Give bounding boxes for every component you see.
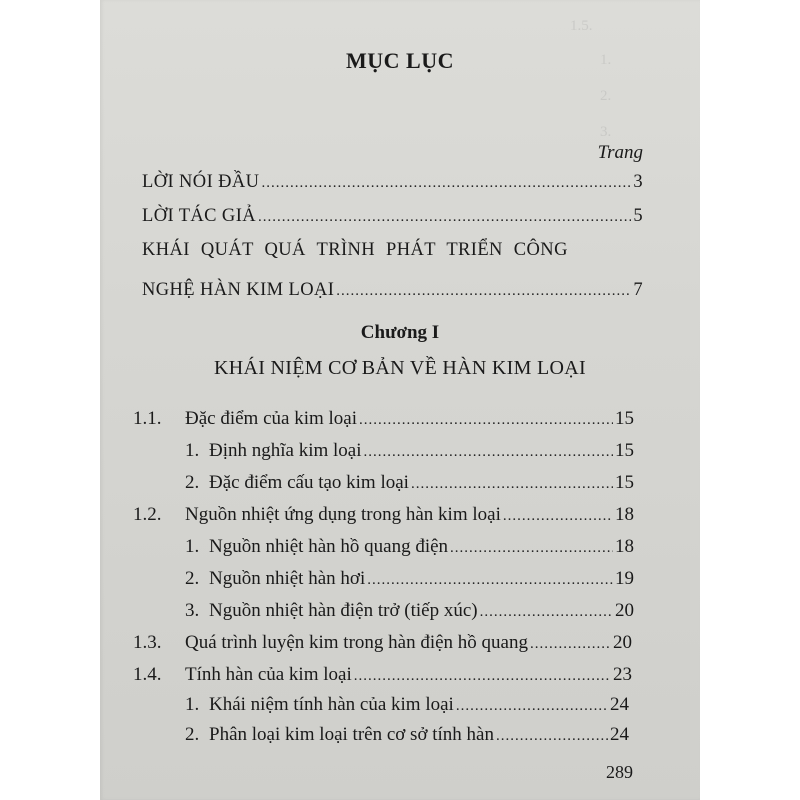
toc-entry-page: 19	[615, 568, 634, 589]
show-through-text: 1.	[600, 52, 612, 68]
toc-entry-1-2-2	[185, 568, 634, 590]
toc-entry-khai-quat-line1: KHÁI QUÁT QUÁ TRÌNH PHÁT TRIỂN CÔNG	[142, 240, 568, 260]
toc-entry-1-4-1	[185, 694, 629, 716]
toc-entry-1-4	[133, 664, 632, 686]
toc-entry-1-4-2	[185, 724, 629, 746]
toc-entry-page: 20	[613, 632, 632, 653]
toc-entry-loi-noi-dau	[142, 172, 643, 193]
section-number: 1.4.	[133, 664, 162, 685]
subsection-number: 3.	[185, 600, 200, 621]
toc-entry-1-1	[133, 408, 634, 430]
toc-entry-page: 15	[615, 440, 634, 461]
leader-dots	[336, 283, 631, 300]
leader-dots	[496, 728, 608, 745]
toc-entry-label: Nguồn nhiệt hàn hồ quang điện	[209, 536, 449, 557]
section-number: 1.1.	[133, 408, 162, 429]
toc-title: MỤC LỤC	[346, 48, 454, 73]
toc-entry-label: Khái niệm tính hàn của kim loại	[209, 694, 454, 715]
toc-entry-label: Quá trình luyện kim trong hàn điện hồ quang	[185, 632, 528, 653]
subsection-number: 2.	[185, 724, 200, 745]
toc-entry-1-2-1	[185, 536, 634, 558]
leader-dots	[367, 572, 613, 589]
toc-entry-1-1-2	[185, 472, 634, 494]
toc-entry-label: Đặc điểm cấu tạo kim loại	[209, 472, 409, 493]
page-column-header: Trang	[597, 142, 643, 163]
toc-entry-label: LỜI TÁC GIẢ	[142, 206, 257, 226]
page-number: 289	[606, 762, 633, 782]
show-through-text: 1.5.	[570, 18, 593, 34]
leader-dots	[364, 444, 613, 461]
leader-dots	[503, 508, 613, 525]
leader-dots	[354, 668, 611, 685]
toc-entry-page: 5	[633, 206, 643, 226]
leader-dots	[411, 476, 613, 493]
toc-entry-page: 15	[615, 472, 634, 493]
toc-entry-page: 18	[615, 504, 634, 525]
toc-entry-label: Nguồn nhiệt ứng dụng trong hàn kim loại	[185, 504, 501, 525]
chapter-heading: Chương I	[360, 322, 440, 343]
toc-entry-label: Định nghĩa kim loại	[209, 440, 362, 461]
section-number: 1.3.	[133, 632, 162, 653]
leader-dots	[450, 540, 613, 557]
subsection-number: 1.	[185, 440, 200, 461]
toc-entry-1-2-3	[185, 600, 634, 622]
toc-entry-1-2	[133, 504, 634, 526]
toc-entry-1-1-1	[185, 440, 634, 462]
toc-entry-page: 20	[615, 600, 634, 621]
leader-dots	[261, 175, 631, 192]
chapter-title: KHÁI NIỆM CƠ BẢN VỀ HÀN KIM LOẠI	[214, 357, 586, 379]
toc-entry-khai-quat	[142, 280, 643, 301]
toc-entry-label: Tính hàn của kim loại	[185, 664, 352, 685]
subsection-number: 1.	[185, 694, 200, 715]
toc-entry-label: Nguồn nhiệt hàn hơi	[209, 568, 366, 589]
leader-dots	[530, 636, 611, 653]
show-through-text: 2.	[600, 88, 612, 104]
toc-entry-page: 18	[615, 536, 634, 557]
leader-dots	[359, 412, 613, 429]
show-through-text: 3.	[600, 124, 612, 140]
toc-entry-loi-tac-gia	[142, 206, 643, 227]
subsection-number: 1.	[185, 536, 200, 557]
leader-dots	[258, 209, 631, 226]
book-page	[100, 0, 700, 800]
toc-entry-page: 24	[610, 694, 629, 715]
toc-entry-page: 23	[613, 664, 632, 685]
subsection-number: 2.	[185, 568, 200, 589]
toc-entry-page: 3	[633, 172, 643, 192]
toc-entry-1-3	[133, 632, 632, 654]
toc-entry-label: LỜI NÓI ĐẦU	[142, 172, 260, 192]
leader-dots	[456, 698, 608, 715]
toc-entry-label: NGHỆ HÀN KIM LOẠI	[142, 280, 335, 300]
section-number: 1.2.	[133, 504, 162, 525]
toc-entry-label: Nguồn nhiệt hàn điện trở (tiếp xúc)	[209, 600, 478, 621]
toc-entry-label: Phân loại kim loại trên cơ sở tính hàn	[209, 724, 494, 745]
toc-entry-label: Đặc điểm của kim loại	[185, 408, 357, 429]
toc-entry-page: 15	[615, 408, 634, 429]
leader-dots	[480, 604, 613, 621]
subsection-number: 2.	[185, 472, 200, 493]
toc-entry-page: 24	[610, 724, 629, 745]
toc-entry-page: 7	[633, 280, 643, 300]
